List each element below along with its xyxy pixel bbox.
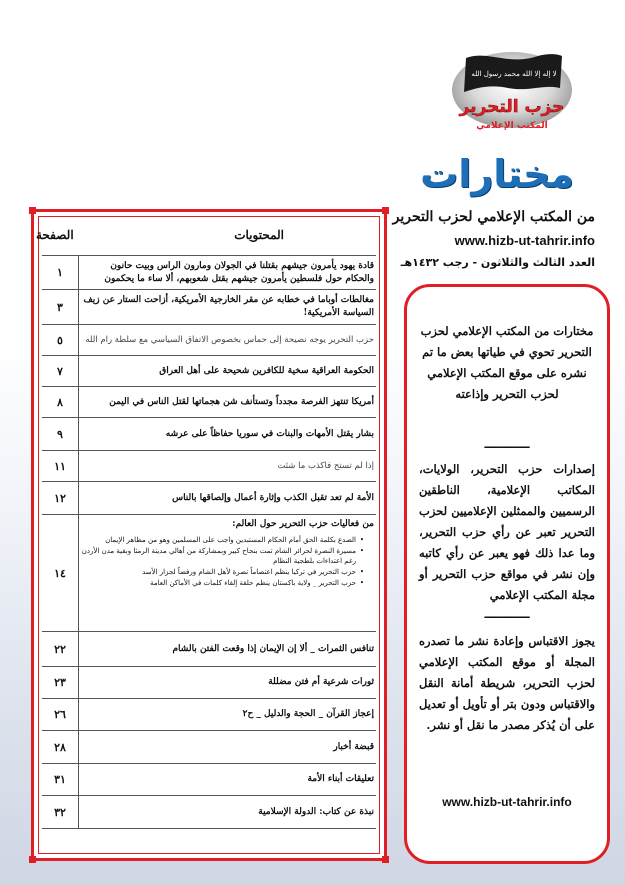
toc-item-page: ٣٢ <box>54 805 66 819</box>
toc-item-title: قبضة أخبار <box>333 741 374 752</box>
header-website-link[interactable]: www.hizb-ut-tahrir.info <box>454 233 595 248</box>
toc-item-title: الحكومة العراقية سخية للكافرين شحيحة على أهل العراق <box>159 365 374 376</box>
toc-row[interactable] <box>42 631 376 666</box>
toc-item-page: ٣ <box>57 300 63 314</box>
toc-item-title: إعجاز القرآن _ الحجة والدليل _ ح٢ <box>242 709 374 719</box>
toc-item-title: حزب التحرير يوجه نصيحة إلى حماس بخصوص الاتفاق السياسي مع سلطة رام الله <box>85 334 374 345</box>
corner-ornament <box>29 856 36 863</box>
toc-item-page: ١١ <box>54 459 66 473</box>
toc-item-title: بشار يقتل الأمهات والبنات في سوريا حفاظاً على عرشه <box>165 428 374 439</box>
divider: ـــــــــــ <box>484 437 530 451</box>
main-title: مختارات <box>420 152 574 196</box>
toc-item-page: ١٤ <box>54 566 66 580</box>
toc-item-title: قادة يهود يأمرون جيشهم بقتلنا في الجولان ومارون الراس وبيت حانون والحكام حول فلسطين يأمرون جيشهم بقتل شعوبهم، ألا ساء ما يحكمون <box>104 260 374 284</box>
toc-item-title: الأمة لم تعد تقبل الكذب وإثارة أعمال وإلصاقها بالناس <box>172 492 374 503</box>
hizb-logo <box>448 48 576 140</box>
toc-row[interactable] <box>42 289 376 324</box>
toc-item-title: تنافس الثمرات _ ألا إن الإيمان إذا وقعت الفتن بالشام <box>172 643 374 654</box>
toc-row[interactable] <box>42 417 376 450</box>
toc-item-page: ٧ <box>57 364 63 378</box>
logo-flag-text: لا إله إلا الله محمد رسول الله <box>471 70 557 78</box>
toc-frame <box>31 209 387 861</box>
toc-header <box>34 228 384 248</box>
footer-website-link[interactable]: www.hizb-ut-tahrir.info <box>442 795 572 809</box>
toc-row[interactable] <box>42 481 376 514</box>
activities-block <box>80 519 374 589</box>
toc-item-title: إذا لم تستح فاكذب ما شئت <box>277 460 374 471</box>
toc-row[interactable] <box>42 730 376 763</box>
toc-row-activities[interactable] <box>42 514 376 631</box>
toc-item-title: ثورات شرعية أم فتن مضللة <box>268 677 374 687</box>
toc-row[interactable] <box>42 324 376 355</box>
toc-item-page: ٢٢ <box>54 642 66 656</box>
toc-item-title: نبذة عن كتاب: الدولة الإسلامية <box>258 806 374 817</box>
logo-title: حزب التحرير <box>459 97 565 117</box>
statement-text: إصدارات حزب التحرير، الولايات، المكاتب الإعلامية، الناطقين الرسميين والممثلين الإعلاميين لحزب التحرير تعبر عن رأي حزب التحرير، وما عدا ذلك فهو يعبر عن رأي كاتبه وإن نشر في مواقع حزب التحرير أو مجلة المكتب الإعلامي <box>419 462 595 602</box>
toc-table <box>42 255 376 829</box>
toc-row[interactable] <box>42 355 376 386</box>
info-box <box>404 284 610 864</box>
toc-item-page: ١ <box>57 266 63 279</box>
corner-ornament <box>29 207 36 214</box>
logo-graphic <box>448 48 576 140</box>
toc-item-page: ٥ <box>57 333 63 347</box>
toc-item-page: ٣١ <box>54 773 66 786</box>
toc-row[interactable] <box>42 450 376 481</box>
toc-item-page: ٢٦ <box>54 708 66 721</box>
toc-item-page: ٢٣ <box>54 676 66 689</box>
toc-row[interactable] <box>42 255 376 289</box>
activity-item: • الصدع بكلمة الحق أمام الحكام المستبدين واجب على المسلمين وهو من مظاهر الإيمان <box>80 535 364 545</box>
intro-text: مختارات من المكتب الإعلامي لحزب التحرير تحوي في طياتها بعض ما تم نشره على موقع المكتب الإعلامي لحزب التحرير وإذاعته <box>420 324 594 401</box>
toc-item-page: ٢٨ <box>54 740 66 754</box>
toc-page-header: الصفحة <box>36 228 74 242</box>
toc-item-title: أمريكا تنتهز الفرصة مجدداً وتستأنف شن هجماتها لقتل الناس في اليمن <box>109 396 374 407</box>
activities-list <box>80 535 374 588</box>
divider: ـــــــــــ <box>484 607 530 621</box>
activities-heading: من فعاليات حزب التحرير حول العالم: <box>232 519 374 529</box>
copyright-text: يجوز الاقتباس وإعادة نشر ما تصدره المجلة أو موقع المكتب الإعلامي لحزب التحرير، شريطة أمانة النقل والاقتباس ودون بتر أو تأويل أو تعديل على أن يُذكر مصدر ما نقل أو نشر. <box>419 634 595 732</box>
toc-title-header: المحتويات <box>234 228 284 242</box>
toc-item-page: ١٢ <box>54 491 66 505</box>
activity-item: • مسيرة النصرة لحرائر الشام تمت بنجاح كبير وبمشاركة من أهالي مدينة الرمثا وبقية مدن الأردن رغم اعتداءات بلطجية النظام <box>80 546 364 566</box>
toc-row[interactable] <box>42 386 376 417</box>
activity-item: • حزب التحرير في تركيا ينظم اعتصاماً نصرة لأهل الشام ورفضاً لجزار الأسد <box>80 567 364 577</box>
toc-item-title: مغالطات أوباما في خطابه عن مقر الخارجية الأمريكية، أزاحت الستار عن زيف السياسة الأمريكية! <box>83 295 374 318</box>
corner-ornament <box>382 856 389 863</box>
publication-subtitle: من المكتب الإعلامي لحزب التحرير <box>392 209 595 225</box>
toc-row[interactable] <box>42 666 376 698</box>
toc-row[interactable] <box>42 795 376 829</box>
corner-ornament <box>382 207 389 214</box>
logo-subtitle: المكتب الإعلامي <box>476 121 548 131</box>
toc-item-title: تعليقات أبناء الأمة <box>307 774 374 784</box>
toc-item-page: ٩ <box>57 427 63 441</box>
toc-row[interactable] <box>42 763 376 795</box>
toc-row[interactable] <box>42 698 376 730</box>
toc-item-page: ٨ <box>57 395 63 409</box>
activity-item: • حزب التحرير _ ولاية باكستان ينظم حلقة إلقاء كلمات في الأماكن العامة <box>80 578 364 588</box>
issue-line: العدد الثالث والثلاثون - رجب ١٤٣٢هـ <box>400 256 595 269</box>
